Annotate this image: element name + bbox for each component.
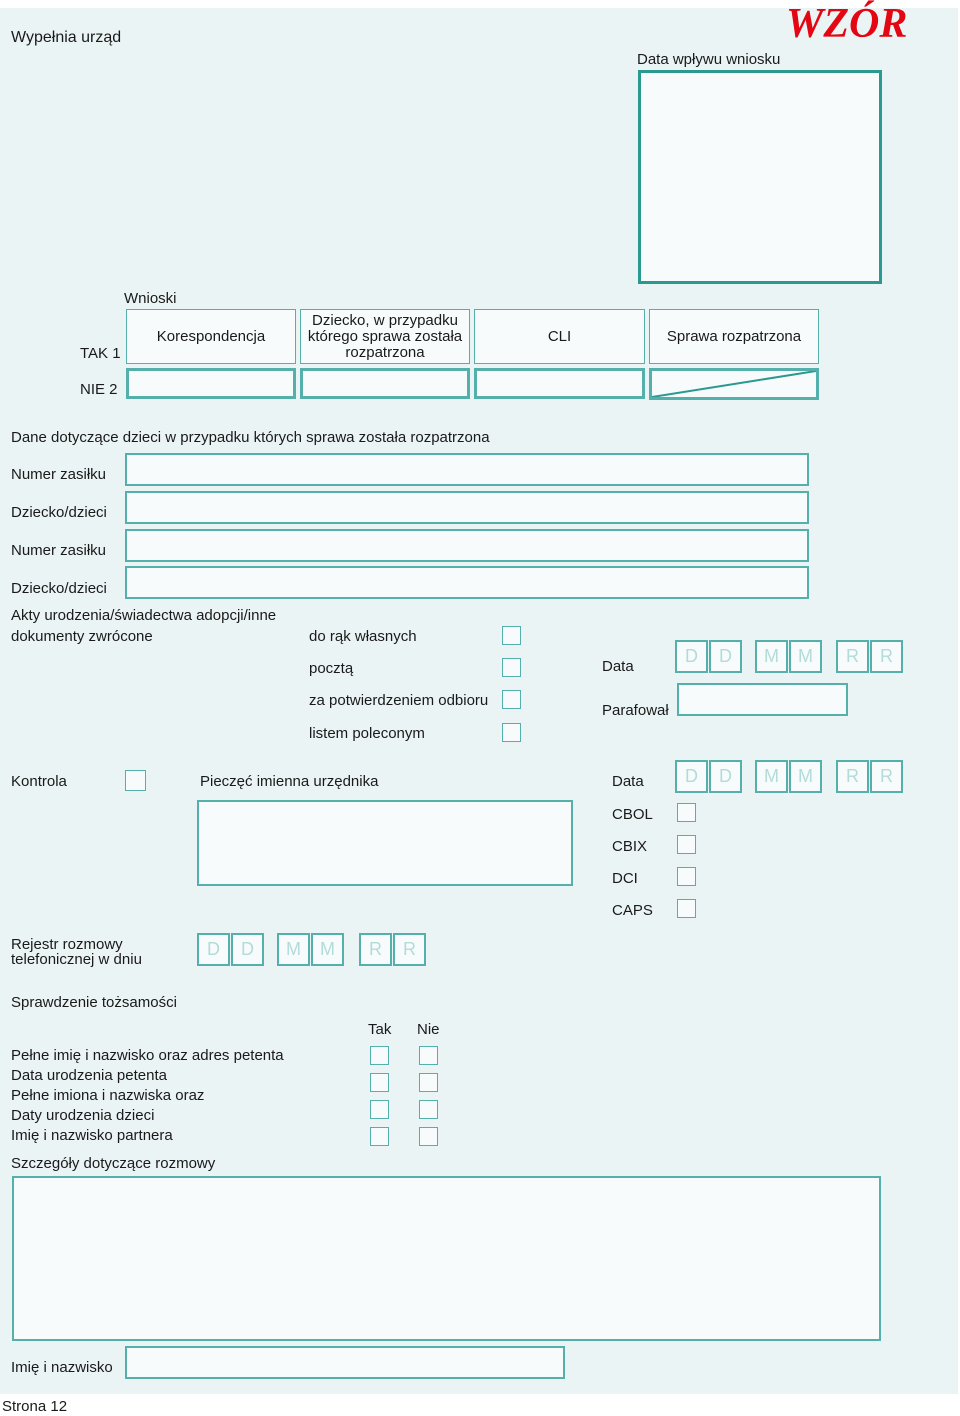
col-header-cli-text: CLI bbox=[547, 327, 572, 345]
system-cbol-checkbox[interactable] bbox=[677, 803, 696, 822]
children-input-1[interactable] bbox=[125, 491, 809, 524]
method-registered-checkbox[interactable] bbox=[502, 723, 521, 742]
phone-date-month-2[interactable]: M bbox=[311, 933, 344, 966]
control-checkbox[interactable] bbox=[125, 770, 146, 791]
benefit-number-input-2[interactable] bbox=[125, 529, 809, 562]
conversation-details-textarea[interactable] bbox=[12, 1176, 881, 1341]
phone-date-day-2[interactable]: D bbox=[231, 933, 264, 966]
identity-yes-checkbox-4[interactable] bbox=[370, 1127, 389, 1146]
identity-item-3: Pełne imiona i nazwiska oraz bbox=[11, 1087, 205, 1104]
col-header-child bbox=[300, 309, 470, 364]
yes-row-label: TAK 1 bbox=[80, 345, 121, 362]
system-cbix-label: CBIX bbox=[612, 838, 648, 855]
system-caps-label: CAPS bbox=[612, 902, 653, 919]
identity-item-1: Pełne imię i nazwisko oraz adres petenta bbox=[11, 1047, 284, 1064]
applications-label: Wnioski bbox=[124, 290, 177, 307]
documents-date-month-2[interactable]: M bbox=[789, 640, 822, 673]
system-dci-checkbox[interactable] bbox=[677, 867, 696, 886]
phone-date-day-1[interactable]: D bbox=[197, 933, 230, 966]
benefit-number-input-1[interactable] bbox=[125, 453, 809, 486]
system-dci-label: DCI bbox=[612, 870, 638, 887]
identity-title: Sprawdzenie tożsamości bbox=[11, 994, 177, 1011]
col-header-cli bbox=[474, 309, 645, 364]
identity-no-header: Nie bbox=[417, 1021, 440, 1038]
documents-date-month-1[interactable]: M bbox=[755, 640, 788, 673]
method-post-checkbox[interactable] bbox=[502, 658, 521, 677]
documents-date-day-2[interactable]: D bbox=[709, 640, 742, 673]
diagonal-strike bbox=[652, 371, 816, 397]
no-cli-field[interactable] bbox=[474, 368, 645, 399]
children-input-2[interactable] bbox=[125, 566, 809, 599]
identity-yes-checkbox-3[interactable] bbox=[370, 1100, 389, 1119]
method-in-person-checkbox[interactable] bbox=[502, 626, 521, 645]
col-header-correspondence-text: Korespondencja bbox=[156, 327, 266, 345]
system-caps-checkbox[interactable] bbox=[677, 899, 696, 918]
method-receipt-checkbox[interactable] bbox=[502, 690, 521, 709]
stamp-box[interactable] bbox=[197, 800, 573, 886]
col-header-correspondence bbox=[126, 309, 296, 364]
office-fill-label: Wypełnia urząd bbox=[11, 29, 122, 46]
phone-log-label-line1: Rejestr rozmowy bbox=[11, 936, 123, 953]
children-label-1: Dziecko/dzieci bbox=[11, 504, 107, 521]
identity-no-checkbox-1[interactable] bbox=[419, 1046, 438, 1065]
identity-yes-checkbox-1[interactable] bbox=[370, 1046, 389, 1065]
documents-date-label: Data bbox=[602, 658, 634, 675]
identity-no-checkbox-2[interactable] bbox=[419, 1073, 438, 1092]
identity-yes-checkbox-2[interactable] bbox=[370, 1073, 389, 1092]
phone-date-year-1[interactable]: R bbox=[359, 933, 392, 966]
documents-label-line2: dokumenty zwrócone bbox=[11, 628, 153, 645]
wzor-watermark: WZÓR bbox=[786, 1, 908, 47]
method-receipt-label: za potwierdzeniem odbioru bbox=[309, 692, 489, 709]
control-date-year-2[interactable]: R bbox=[870, 760, 903, 793]
documents-date-year-2[interactable]: R bbox=[870, 640, 903, 673]
documents-date-day-1[interactable]: D bbox=[675, 640, 708, 673]
no-row-label: NIE 2 bbox=[80, 381, 118, 398]
col-header-child-text: Dziecko, w przypadku którego sprawa została rozpatrzona bbox=[307, 311, 463, 361]
children-label-2: Dziecko/dzieci bbox=[11, 580, 107, 597]
name-label: Imię i nazwisko bbox=[11, 1359, 113, 1376]
control-date-day-1[interactable]: D bbox=[675, 760, 708, 793]
control-label: Kontrola bbox=[11, 773, 67, 790]
col-header-case-resolved bbox=[649, 309, 819, 364]
identity-item-2: Data urodzenia petenta bbox=[11, 1067, 167, 1084]
initialed-input[interactable] bbox=[677, 683, 848, 716]
control-date-year-1[interactable]: R bbox=[836, 760, 869, 793]
documents-label-line1: Akty urodzenia/świadectwa adopcji/inne bbox=[11, 607, 277, 624]
identity-item-5: Imię i nazwisko partnera bbox=[11, 1127, 173, 1144]
benefit-number-label-1: Numer zasiłku bbox=[11, 466, 107, 483]
benefit-number-label-2: Numer zasiłku bbox=[11, 542, 107, 559]
identity-no-checkbox-4[interactable] bbox=[419, 1127, 438, 1146]
no-correspondence-field[interactable] bbox=[126, 368, 296, 399]
identity-yes-header: Tak bbox=[368, 1021, 392, 1038]
method-registered-label: listem poleconym bbox=[309, 725, 425, 742]
identity-item-4: Daty urodzenia dzieci bbox=[11, 1107, 155, 1124]
control-date-month-2[interactable]: M bbox=[789, 760, 822, 793]
control-date-month-1[interactable]: M bbox=[755, 760, 788, 793]
system-cbix-checkbox[interactable] bbox=[677, 835, 696, 854]
initialed-label: Parafował bbox=[602, 702, 669, 719]
stamp-label: Pieczęć imienna urzędnika bbox=[200, 773, 379, 790]
system-cbol-label: CBOL bbox=[612, 806, 653, 823]
page-number: Strona 12 bbox=[2, 1398, 68, 1415]
receipt-date-label: Data wpływu wniosku bbox=[637, 51, 781, 68]
no-case-resolved-field bbox=[649, 368, 819, 400]
receipt-date-stamp-box[interactable] bbox=[638, 70, 882, 284]
conversation-title: Szczegóły dotyczące rozmowy bbox=[11, 1155, 216, 1172]
method-in-person-label: do rąk własnych bbox=[309, 628, 417, 645]
method-post-label: pocztą bbox=[309, 660, 354, 677]
no-child-field[interactable] bbox=[300, 368, 470, 399]
col-header-case-resolved-text: Sprawa rozpatrzona bbox=[666, 327, 802, 345]
children-section-title: Dane dotyczące dzieci w przypadku których sprawa została rozpatrzona bbox=[11, 429, 490, 446]
control-date-label: Data bbox=[612, 773, 644, 790]
name-input[interactable] bbox=[125, 1346, 565, 1379]
phone-date-month-1[interactable]: M bbox=[277, 933, 310, 966]
identity-no-checkbox-3[interactable] bbox=[419, 1100, 438, 1119]
phone-date-year-2[interactable]: R bbox=[393, 933, 426, 966]
documents-date-year-1[interactable]: R bbox=[836, 640, 869, 673]
control-date-day-2[interactable]: D bbox=[709, 760, 742, 793]
phone-log-label-line2: telefonicznej w dniu bbox=[11, 951, 142, 968]
